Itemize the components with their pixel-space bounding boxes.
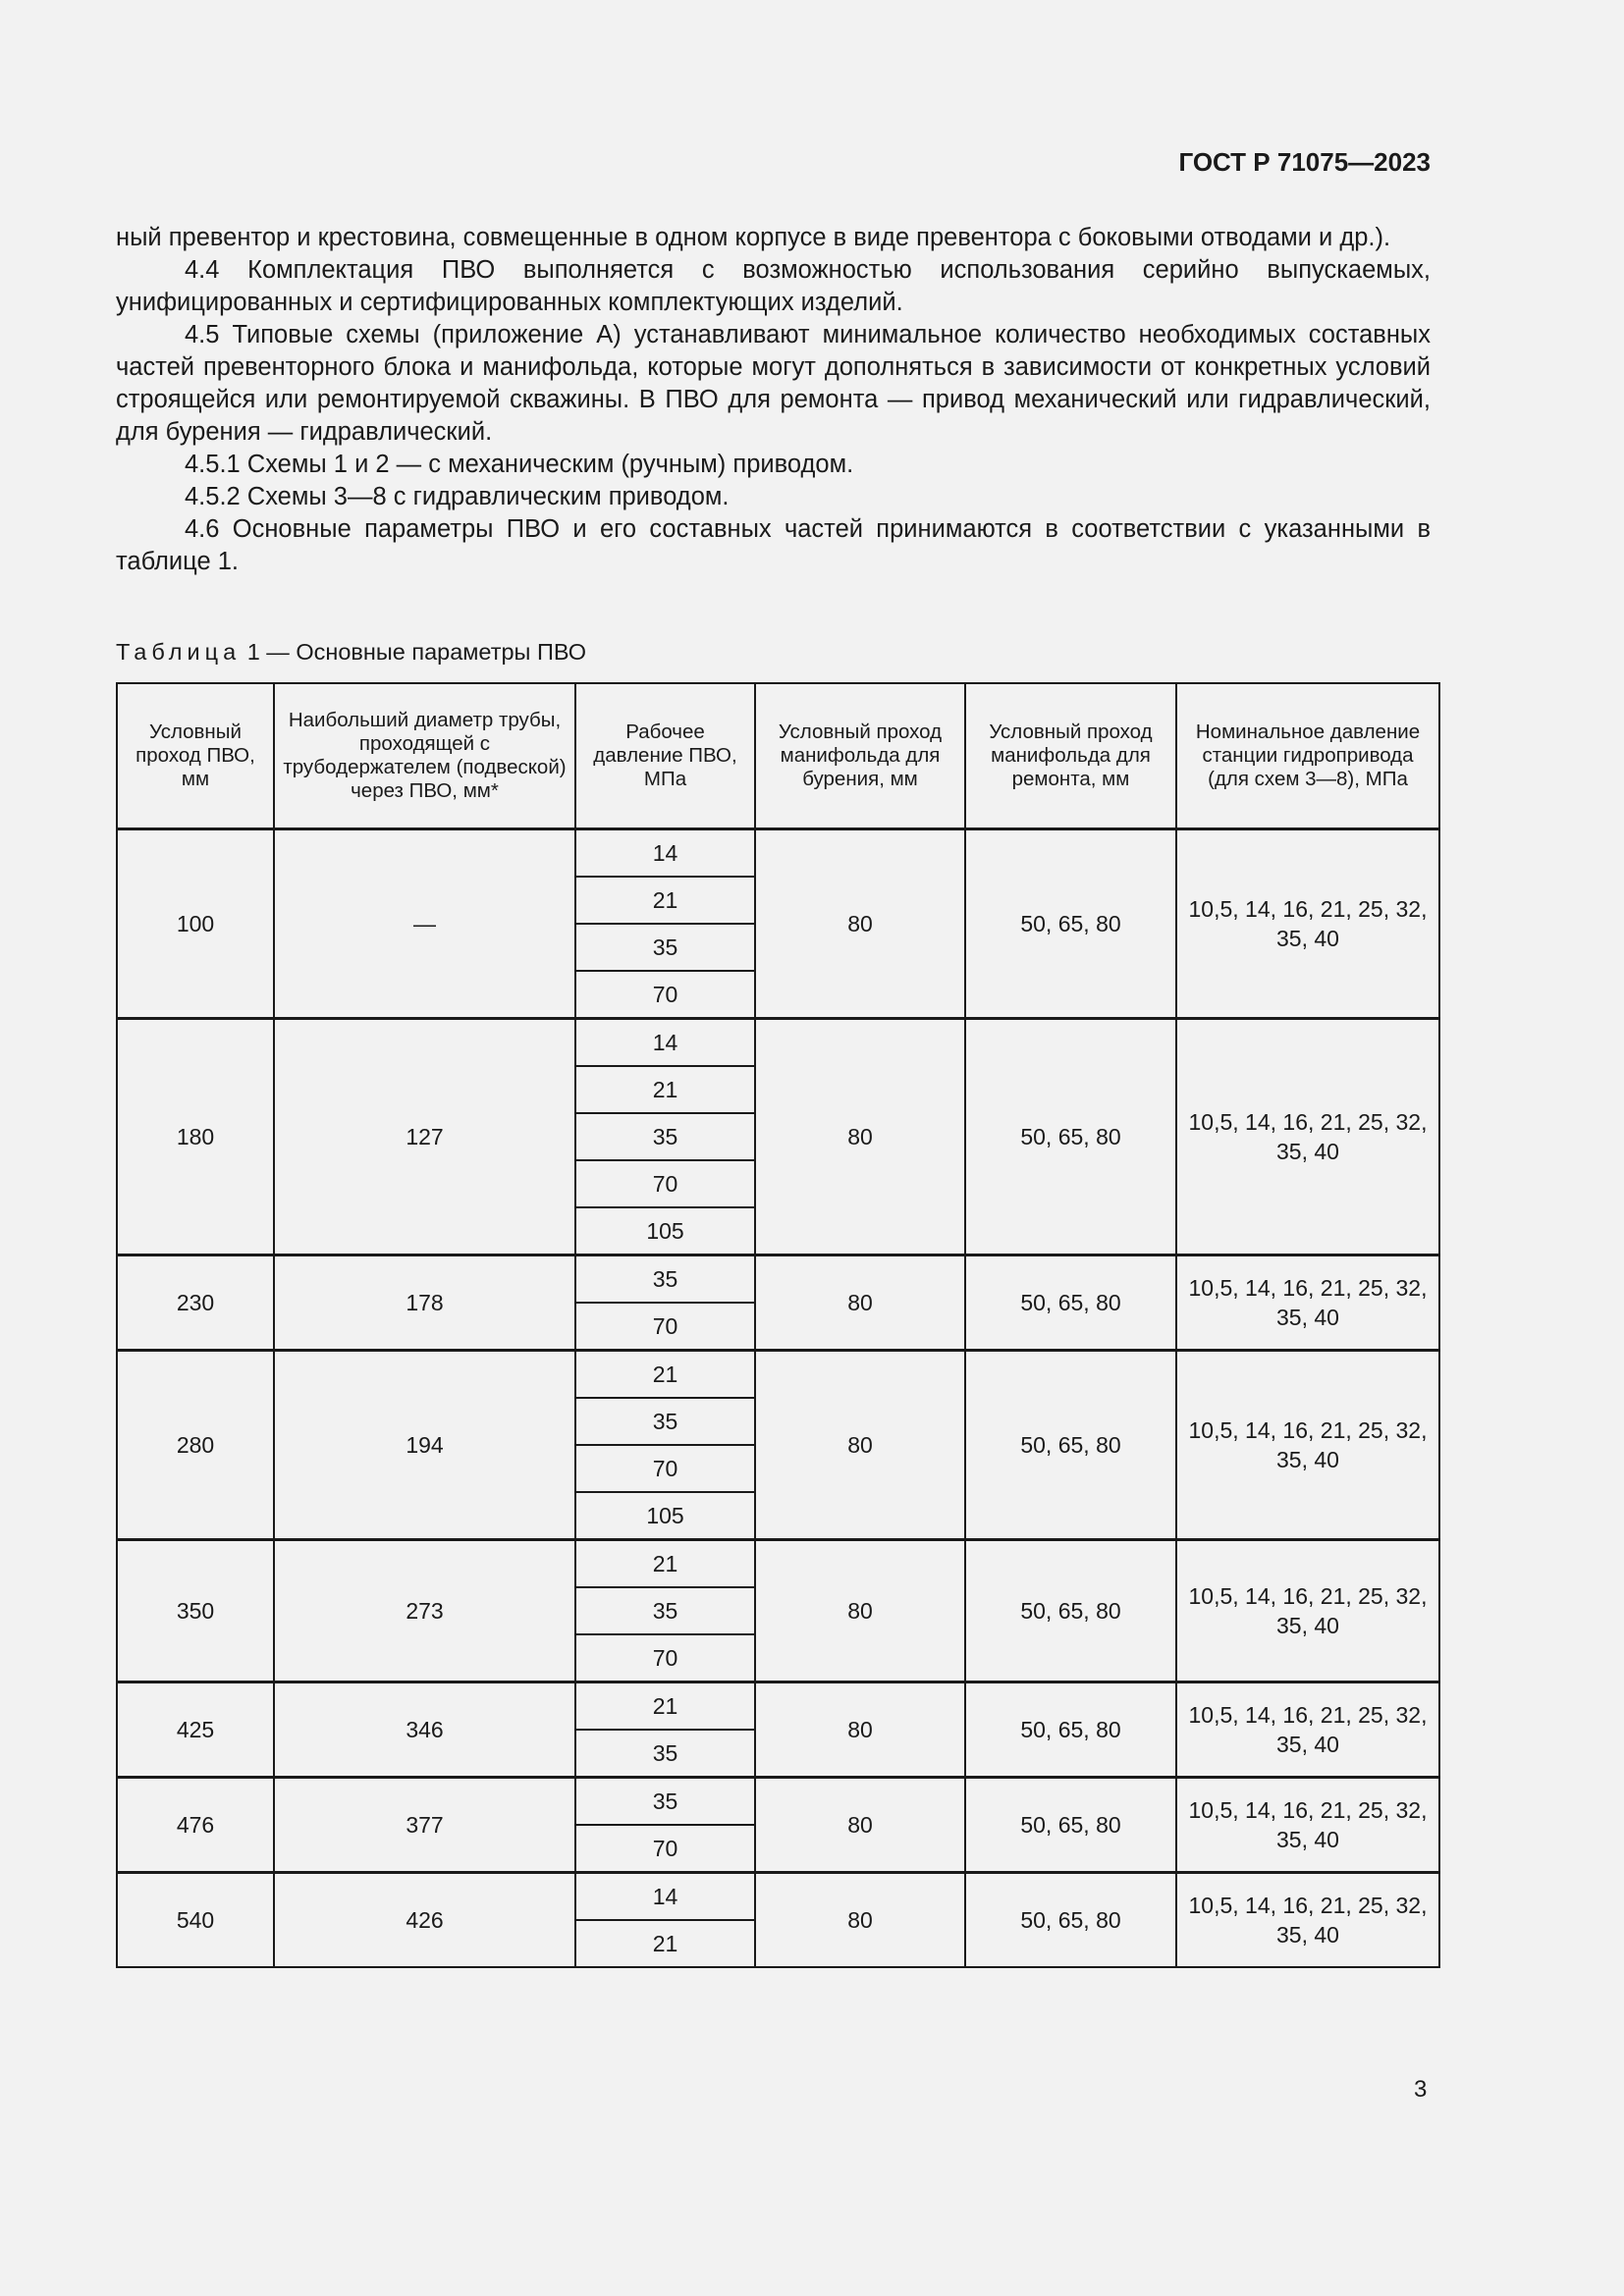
pressure-cell: 21 <box>575 877 755 924</box>
repair-bore-cell: 50, 65, 80 <box>965 829 1176 1019</box>
table-row <box>117 1778 1439 1826</box>
pressure-cell: 70 <box>575 971 755 1019</box>
column-header: Наибольший диаметр трубы, проходящей с трубодержателем (подвеской) через ПВО, мм* <box>274 683 575 829</box>
table-row <box>117 1255 1439 1304</box>
table-caption-label: Таблица <box>116 639 242 665</box>
repair-bore-cell: 50, 65, 80 <box>965 1255 1176 1351</box>
pressure-cell: 105 <box>575 1492 755 1540</box>
paragraph: 4.5.1 Схемы 1 и 2 — с механическим (ручным) приводом. <box>185 451 854 478</box>
pressure-cell: 35 <box>575 1113 755 1160</box>
nominal-pressure-cell: 10,5, 14, 16, 21, 25, 32, 35, 40 <box>1176 1778 1439 1873</box>
pressure-cell: 70 <box>575 1634 755 1682</box>
paragraph: ный превентор и крестовина, совмещенные в одном корпусе в виде превентора с боковыми отводами и др.). <box>116 224 1391 251</box>
table-row-group <box>117 1255 1439 1351</box>
pressure-cell: 21 <box>575 1682 755 1731</box>
paragraph: 4.5 Типовые схемы (приложение А) устанавливают минимальное количество необходимых составных частей превенторного блока и манифольда, которые могут дополняться в зависимости от конкретных условий строящейся или ремонтируемой скважины. В ПВО для ремонта — привод механический или гидравлический, для бурения — гидравлический. <box>116 321 1431 446</box>
column-header: Номинальное давление станции гидропривода (для схем 3—8), МПа <box>1176 683 1439 829</box>
column-header: Условный проход манифольда для ремонта, мм <box>965 683 1176 829</box>
pressure-cell: 35 <box>575 1255 755 1304</box>
pipe-diameter-cell: — <box>274 829 575 1019</box>
bore-cell: 350 <box>117 1540 274 1682</box>
bore-cell: 425 <box>117 1682 274 1778</box>
body-text <box>116 222 1431 578</box>
pressure-cell: 21 <box>575 1540 755 1588</box>
table-row-group <box>117 1351 1439 1540</box>
table-row-group <box>117 1873 1439 1968</box>
bore-cell: 230 <box>117 1255 274 1351</box>
drilling-bore-cell: 80 <box>755 1019 965 1255</box>
bore-cell: 476 <box>117 1778 274 1873</box>
bore-cell: 180 <box>117 1019 274 1255</box>
pressure-cell: 14 <box>575 1873 755 1921</box>
table-row <box>117 1873 1439 1921</box>
pipe-diameter-cell: 178 <box>274 1255 575 1351</box>
nominal-pressure-cell: 10,5, 14, 16, 21, 25, 32, 35, 40 <box>1176 829 1439 1019</box>
document-code: ГОСТ Р 71075—2023 <box>1178 147 1431 177</box>
pressure-cell: 35 <box>575 1398 755 1445</box>
pressure-cell: 70 <box>575 1303 755 1351</box>
pressure-cell: 35 <box>575 924 755 971</box>
page-number: 3 <box>1414 2076 1428 2103</box>
repair-bore-cell: 50, 65, 80 <box>965 1540 1176 1682</box>
pressure-cell: 70 <box>575 1445 755 1492</box>
table-row-group <box>117 829 1439 1019</box>
drilling-bore-cell: 80 <box>755 1682 965 1778</box>
drilling-bore-cell: 80 <box>755 1540 965 1682</box>
pressure-cell: 21 <box>575 1351 755 1399</box>
pressure-cell: 21 <box>575 1920 755 1967</box>
drilling-bore-cell: 80 <box>755 1351 965 1540</box>
pressure-cell: 35 <box>575 1778 755 1826</box>
table-row-group <box>117 1019 1439 1255</box>
pipe-diameter-cell: 273 <box>274 1540 575 1682</box>
pressure-cell: 14 <box>575 1019 755 1067</box>
table-row-group <box>117 1682 1439 1778</box>
drilling-bore-cell: 80 <box>755 1778 965 1873</box>
pressure-cell: 35 <box>575 1730 755 1778</box>
nominal-pressure-cell: 10,5, 14, 16, 21, 25, 32, 35, 40 <box>1176 1019 1439 1255</box>
bore-cell: 280 <box>117 1351 274 1540</box>
table-row-group <box>117 1778 1439 1873</box>
pressure-cell: 35 <box>575 1587 755 1634</box>
table-row <box>117 1540 1439 1588</box>
pressure-cell: 70 <box>575 1825 755 1873</box>
nominal-pressure-cell: 10,5, 14, 16, 21, 25, 32, 35, 40 <box>1176 1540 1439 1682</box>
column-header: Рабочее давление ПВО, МПа <box>575 683 755 829</box>
drilling-bore-cell: 80 <box>755 829 965 1019</box>
table-caption-text: 1 — Основные параметры ПВО <box>246 639 587 665</box>
pressure-cell: 21 <box>575 1066 755 1113</box>
repair-bore-cell: 50, 65, 80 <box>965 1778 1176 1873</box>
pressure-cell: 14 <box>575 829 755 878</box>
pressure-cell: 105 <box>575 1207 755 1255</box>
nominal-pressure-cell: 10,5, 14, 16, 21, 25, 32, 35, 40 <box>1176 1873 1439 1968</box>
table-row <box>117 1351 1439 1399</box>
pipe-diameter-cell: 426 <box>274 1873 575 1968</box>
table-caption <box>116 639 586 666</box>
pipe-diameter-cell: 127 <box>274 1019 575 1255</box>
nominal-pressure-cell: 10,5, 14, 16, 21, 25, 32, 35, 40 <box>1176 1351 1439 1540</box>
pipe-diameter-cell: 377 <box>274 1778 575 1873</box>
table-row <box>117 829 1439 878</box>
repair-bore-cell: 50, 65, 80 <box>965 1682 1176 1778</box>
pressure-cell: 70 <box>575 1160 755 1207</box>
paragraph: 4.6 Основные параметры ПВО и его составных частей принимаются в соответствии с указанными в таблице 1. <box>116 515 1431 575</box>
table-header-row <box>117 683 1439 829</box>
repair-bore-cell: 50, 65, 80 <box>965 1351 1176 1540</box>
repair-bore-cell: 50, 65, 80 <box>965 1873 1176 1968</box>
pipe-diameter-cell: 194 <box>274 1351 575 1540</box>
column-header: Условный проход ПВО, мм <box>117 683 274 829</box>
paragraph: 4.5.2 Схемы 3—8 с гидравлическим приводом. <box>185 483 730 510</box>
paragraph: 4.4 Комплектация ПВО выполняется с возможностью использования серийно выпускаемых, унифицированных и сертифицированных комплектующих изделий. <box>116 256 1431 316</box>
drilling-bore-cell: 80 <box>755 1873 965 1968</box>
table-row-group <box>117 1540 1439 1682</box>
bore-cell: 540 <box>117 1873 274 1968</box>
table-row <box>117 1019 1439 1067</box>
table-row <box>117 1682 1439 1731</box>
column-header: Условный проход манифольда для бурения, мм <box>755 683 965 829</box>
bore-cell: 100 <box>117 829 274 1019</box>
pipe-diameter-cell: 346 <box>274 1682 575 1778</box>
parameters-table <box>116 682 1440 1968</box>
drilling-bore-cell: 80 <box>755 1255 965 1351</box>
nominal-pressure-cell: 10,5, 14, 16, 21, 25, 32, 35, 40 <box>1176 1682 1439 1778</box>
repair-bore-cell: 50, 65, 80 <box>965 1019 1176 1255</box>
nominal-pressure-cell: 10,5, 14, 16, 21, 25, 32, 35, 40 <box>1176 1255 1439 1351</box>
